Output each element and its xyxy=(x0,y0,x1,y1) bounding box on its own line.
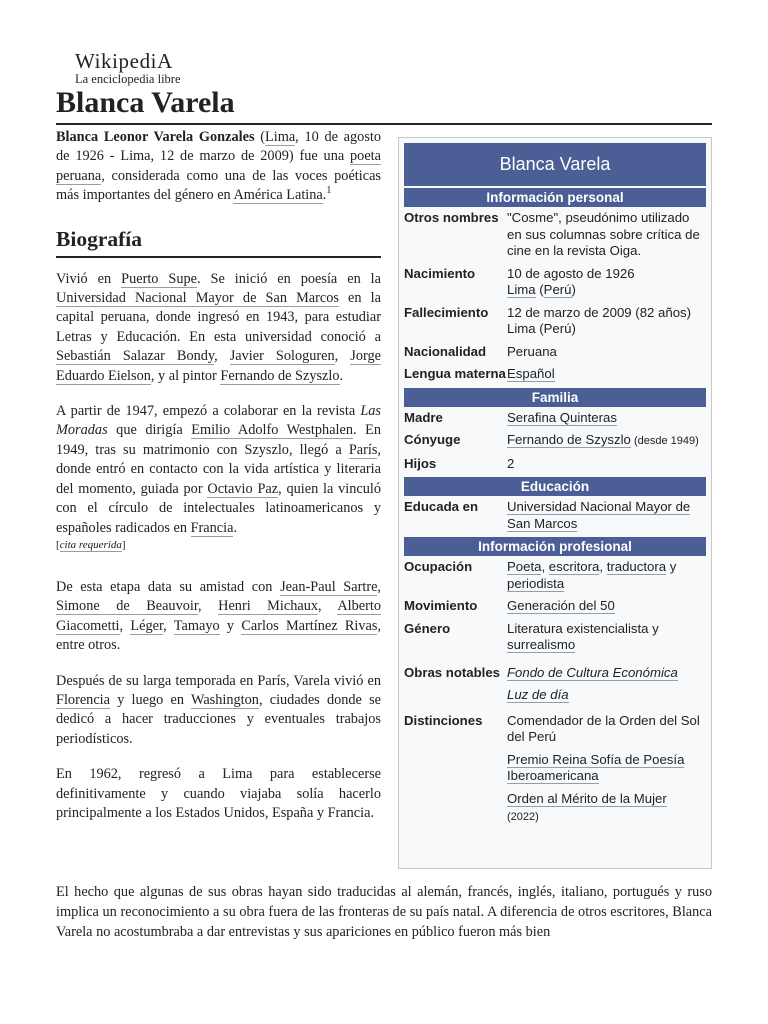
infobox xyxy=(398,137,712,869)
link-poeta[interactable]: poeta xyxy=(350,148,381,165)
link-tamayo[interactable]: Tamayo xyxy=(173,617,220,634)
link-poeta-ocupacion[interactable]: Poeta xyxy=(507,559,542,574)
bio-paragraph-2: A partir de 1947, empezó a colaborar en la revista Las Moradas que dirigía Emilio Adolfo Westphalen. En 1949, tras su matrimonio con Szyszlo, llegó a París, donde entró en contacto con la vida artística y literaria del momento, guiada por Octavio Paz, quien la vinculó con el círculo de intelectuales latinoamericanos y españoles radicados en Francia. [cita requerida] xyxy=(56,403,382,551)
infobox-section-educacion: Educación xyxy=(404,477,706,496)
link-peruana[interactable]: peruana xyxy=(56,167,102,184)
infobox-row-lengua: Lengua materna Español xyxy=(404,366,555,381)
infobox-row-obras: Obras notables Fondo de Cultura Económica Luz de día xyxy=(404,664,678,702)
citation-needed: [cita requerida] xyxy=(56,538,126,551)
subject-name: Blanca Leonor Varela Gonzales xyxy=(56,129,255,145)
reference-1[interactable]: 1 xyxy=(326,185,332,197)
bio-paragraph-4: Después de su larga temporada en París, Varela vivió en Florencia y luego en Washington, ciudades donde se dedicó a hacer traducciones y eventuales trabajos periodísticos. xyxy=(56,672,381,747)
link-szyszlo[interactable]: Fernando de Szyszlo xyxy=(220,367,340,384)
page-title: Blanca Varela xyxy=(56,84,712,125)
link-generacion-50[interactable]: Generación del 50 xyxy=(507,598,615,613)
infobox-section-personal: Información personal xyxy=(404,188,706,207)
link-paris[interactable]: París xyxy=(348,441,378,458)
link-surrealismo[interactable]: surrealismo xyxy=(507,637,576,652)
link-conyuge[interactable]: Fernando de Szyszlo xyxy=(507,432,631,447)
infobox-row-genero: Género Literatura existencialista y surrealismo xyxy=(404,620,659,652)
infobox-row-otros-nombres: Otros nombres "Cosme", pseudónimo utilizado en sus columnas sobre crítica de cine en la revista Oiga. xyxy=(404,210,700,258)
infobox-row-educada: Educada en Universidad Nacional Mayor de San Marcos xyxy=(404,499,691,531)
las-moradas: Las Moradas xyxy=(56,403,381,439)
infobox-row-madre: Madre Serafina Quinteras xyxy=(404,409,617,425)
infobox-row-ocupacion: Ocupación Poeta, escritora, traductora y periodista xyxy=(404,559,677,591)
article-body xyxy=(56,128,381,839)
infobox-row-distinciones: Distinciones Comendador de la Orden del Sol del Perú Premio Reina Sofía de Poesía Iberoamericana Orden al Mérito de la Mujer (2022) xyxy=(404,712,700,823)
link-premio-reina-sofia[interactable]: Premio Reina Sofía de Poesía Iberoamericana xyxy=(507,751,685,783)
infobox-row-fallecimiento: Fallecimiento 12 de marzo de 2009 (82 años) Lima (Perú) xyxy=(404,304,692,336)
logo-tagline: La enciclopedia libre xyxy=(75,72,181,86)
link-francia[interactable]: Francia xyxy=(190,519,234,536)
infobox-title: Blanca Varela xyxy=(404,143,706,186)
wikipedia-logo[interactable] xyxy=(75,50,181,86)
link-cita-requerida[interactable]: cita requerida xyxy=(59,538,122,551)
link-beauvoir[interactable]: Simone de Beauvoir xyxy=(56,598,199,615)
link-unmsm[interactable]: Universidad Nacional Mayor de San Marcos xyxy=(56,290,339,307)
link-obra-fondo[interactable]: Fondo de Cultura Económica xyxy=(507,664,678,680)
bio-paragraph-1: Vivió en Puerto Supe. Se inició en poesía en la Universidad Nacional Mayor de San Marcos en la capital peruana, donde ingresó en 1943, para estudiar Letras y Educación. En esta universidad conoció a Sebastián Salazar Bondy, Javier Sologuren, Jorge Eduardo Eielson, y al pintor Fernando de Szyszlo. xyxy=(56,270,382,384)
link-giacometti[interactable]: Alberto Giacometti xyxy=(56,598,381,634)
link-puerto-supe[interactable]: Puerto Supe xyxy=(121,270,198,287)
link-florencia[interactable]: Florencia xyxy=(56,691,110,708)
infobox-section-profesional: Información profesional xyxy=(404,537,706,556)
link-traductora[interactable]: traductora xyxy=(606,559,667,574)
bio-paragraph-3: De esta etapa data su amistad con Jean-Paul Sartre, Simone de Beauvoir, Henri Michaux, Alberto Giacometti, Léger, Tamayo y Carlos Martínez Rivas, entre otros. xyxy=(56,578,382,654)
link-periodista[interactable]: periodista xyxy=(507,575,565,591)
link-washington[interactable]: Washington xyxy=(190,691,259,708)
logo-wordmark: WikipediA xyxy=(75,49,173,73)
section-heading-biografia: Biografía xyxy=(56,226,381,258)
infobox-row-hijos: Hijos 2 xyxy=(404,455,515,471)
link-nacimiento-peru[interactable]: Perú xyxy=(543,282,572,297)
link-espanol[interactable]: Español xyxy=(507,366,555,381)
infobox-row-conyuge: Cónyuge Fernando de Szyszlo (desde 1949) xyxy=(404,432,699,447)
link-nacimiento-lima[interactable]: Lima xyxy=(507,282,536,297)
lead-paragraph: Blanca Leonor Varela Gonzales (Lima, 10 de agosto de 1926 - Lima, 12 de marzo de 2009) fue una poeta peruana, considerada como una de las voces poéticas más importantes del género en América Latina.$^1$ xyxy=(56,129,382,204)
link-eielson[interactable]: Jorge Eduardo Eielson xyxy=(56,348,381,384)
link-sologuren[interactable]: Javier Sologuren xyxy=(229,348,335,365)
link-sartre[interactable]: Jean-Paul Sartre xyxy=(280,578,378,595)
link-orden-merito-mujer[interactable]: Orden al Mérito de la Mujer xyxy=(507,790,667,806)
bio-paragraph-6: El hecho que algunas de sus obras hayan sido traducidas al alemán, francés, inglés, italiano, portugués y ruso implica un reconocimiento a su obra fuera de las fronteras de su país natal. A diferencia de otros escritores, Blanca Varela no acostumbraba a dar entrevistas y sus apariciones en público fueron más bien xyxy=(56,884,712,940)
link-madre[interactable]: Serafina Quinteras xyxy=(507,409,617,425)
link-america-latina[interactable]: América Latina xyxy=(233,187,323,204)
link-martinez-rivas[interactable]: Carlos Martínez Rivas xyxy=(241,617,378,634)
link-michaux[interactable]: Henri Michaux xyxy=(218,598,319,615)
link-escritora[interactable]: escritora xyxy=(548,559,600,574)
distincion-orden-sol: Comendador de la Orden del Sol del Perú xyxy=(507,712,700,744)
infobox-section-familia: Familia xyxy=(404,388,706,407)
link-obra-luz-de-dia[interactable]: Luz de día xyxy=(507,687,569,702)
link-educada-unmsm[interactable]: Universidad Nacional Mayor de San Marcos xyxy=(507,499,691,531)
link-lima[interactable]: Lima xyxy=(265,129,296,145)
link-leger[interactable]: Léger xyxy=(130,617,164,634)
link-octavio-paz[interactable]: Octavio Paz xyxy=(207,480,279,497)
link-westphalen[interactable]: Emilio Adolfo Westphalen xyxy=(191,422,354,439)
infobox-row-nacimiento: Nacimiento 10 de agosto de 1926 Lima (Perú) xyxy=(404,265,635,297)
infobox-row-movimiento: Movimiento Generación del 50 xyxy=(404,598,615,613)
link-salazar-bondy[interactable]: Sebastián Salazar Bondy xyxy=(56,348,215,365)
infobox-row-nacionalidad: Nacionalidad Peruana xyxy=(404,343,557,359)
bio-paragraph-5: En 1962, regresó a Lima para establecerse definitivamente y cuando viajaba solía hacerlo principalmente a los Estados Unidos, España y Francia. xyxy=(56,766,381,821)
